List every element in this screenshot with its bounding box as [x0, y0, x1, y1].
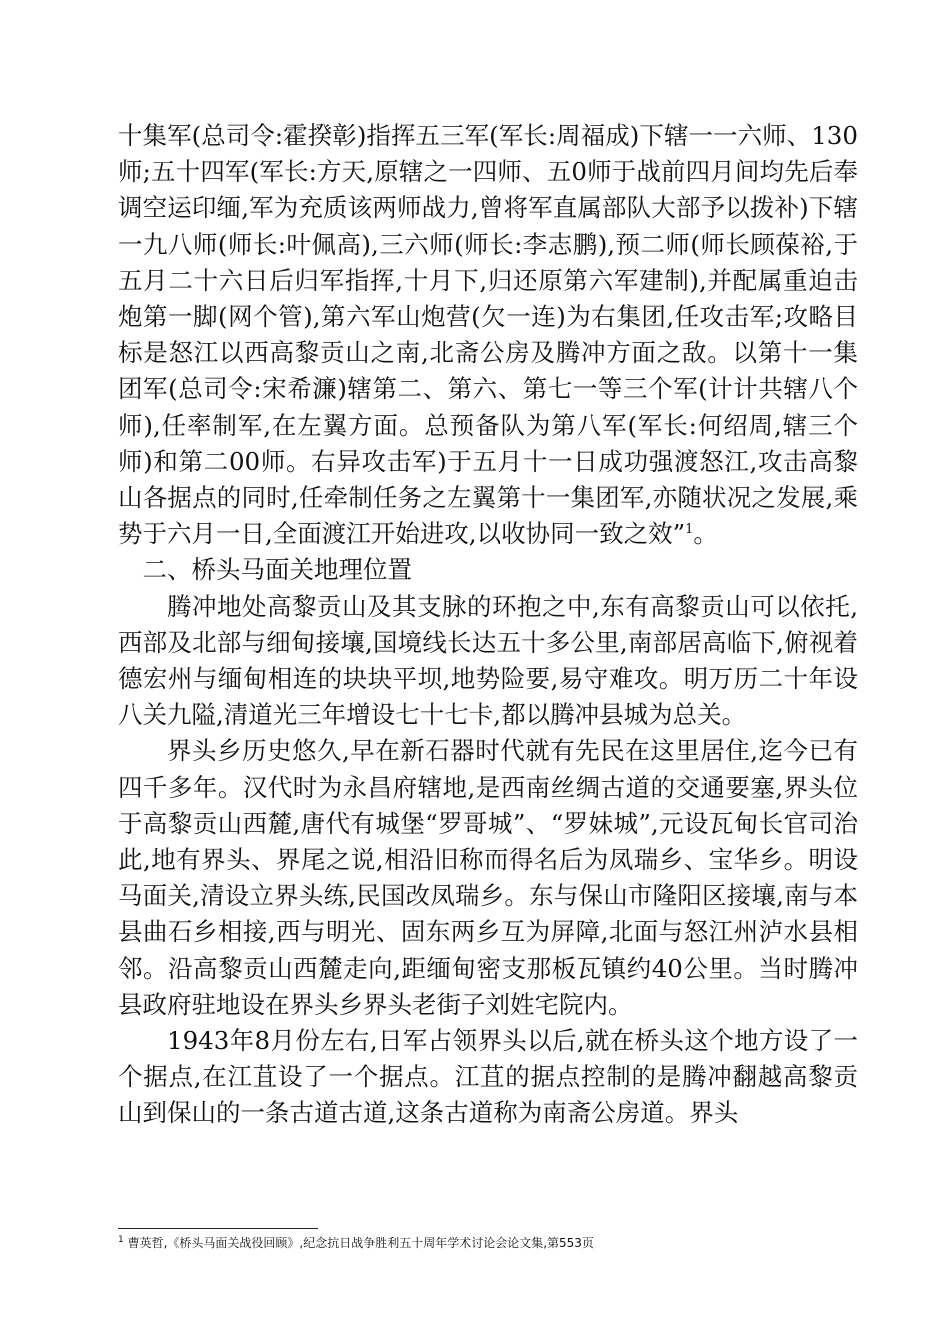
- footnote-divider: [118, 1228, 318, 1229]
- paragraph-japanese-occupation: 1943年8月份左右,日军占领界头以后,就在桥头这个地方设了一个据点,在江苴设了一个据点。江苴的据点控制的是腾冲翻越高黎贡山到保山的一条古道古道,这条古道称为南斋公房道。界头: [118, 1026, 858, 1128]
- paragraph-tengchong-geography: 腾冲地处高黎贡山及其支脉的环抱之中,东有高黎贡山可以依托,西部及北部与细甸接壤,国境线长达五十多公里,南部居高临下,俯视着德宏州与缅甸相连的块块平坝,地势险要,易守难攻。明万历二十年设八关九隘,清道光三年增设七十七卡,都以腾冲县城为总关。: [118, 591, 858, 730]
- footnote-text: 曹英哲,《桥头马面关战役回顾》,纪念抗日战争胜利五十周年学术讨论会论文集,第553页: [127, 1236, 594, 1250]
- paragraph-text: 十集军(总司令:霍揆彰)指挥五三军(军长:周福成)下辖一一六师、130师;五十四军(军长:方天,原辖之一四师、五0师于战前四月间均先后奉调空运印缅,军为充质该两师战力,曾将军直属部队大部予以拨补)下辖一九八师(师长:叶佩高),三六师(师长:李志鹏),预二师(师长顾葆裕,于五月二十六日后归军指挥,十月下,归还原第六军建制),并配属重迫击炮第一脚(网个管),第六军山炮营(欠一连)为右集团,任攻击军;攻略目标是怒江以西高黎贡山之南,北斋公房及腾冲方面之敌。以第十一集团军(总司令:宋希濂)辖第二、第六、第七一等三个军(计计共辖八个师),任率制军,在左翼方面。总预备队为第八军(军长:何绍周,辖三个师)和第二00师。右异攻击军)于五月十一日成功强渡怒江,攻击高黎山各据点的同时,任牵制任务之左翼第十一集团军,亦随状况之发展,乘势于六月一日,全面渡江开始进攻,以收协同一致之效”: [118, 121, 858, 549]
- paragraph-jietou-history: 界头乡历史悠久,早在新石器时代就有先民在这里居住,迄今已有四千多年。汉代时为永昌府辖地,是西南丝绸古道的交通要塞,界头位于高黎贡山西麓,唐代有城堡“罗哥城”、“罗妹城”,元设瓦甸长官司治此,地有界头、界尾之说,相沿旧称而得名后为凤瑞乡、宝华乡。明设马面关,清设立界头练,民国改凤瑞乡。东与保山市隆阳区接壤,南与本县曲石乡相接,西与明光、固东两乡互为屏障,北面与怒江州泸水县相邻。沿高黎贡山西麓走向,距缅甸密支那板瓦镇约40公里。当时腾冲县政府驻地设在界头乡界头老街子刘姓宅院内。: [118, 736, 858, 1019]
- footnote-mark: 1: [118, 1235, 124, 1245]
- paragraph-end-punctuation: 。: [693, 519, 718, 549]
- footnote-reference: 1: [685, 522, 694, 538]
- section-heading: 二、桥头马面关地理位置: [142, 555, 412, 585]
- body-text: [118, 118, 858, 1132]
- paragraph-continued: [118, 118, 858, 552]
- footnote: [118, 1232, 858, 1251]
